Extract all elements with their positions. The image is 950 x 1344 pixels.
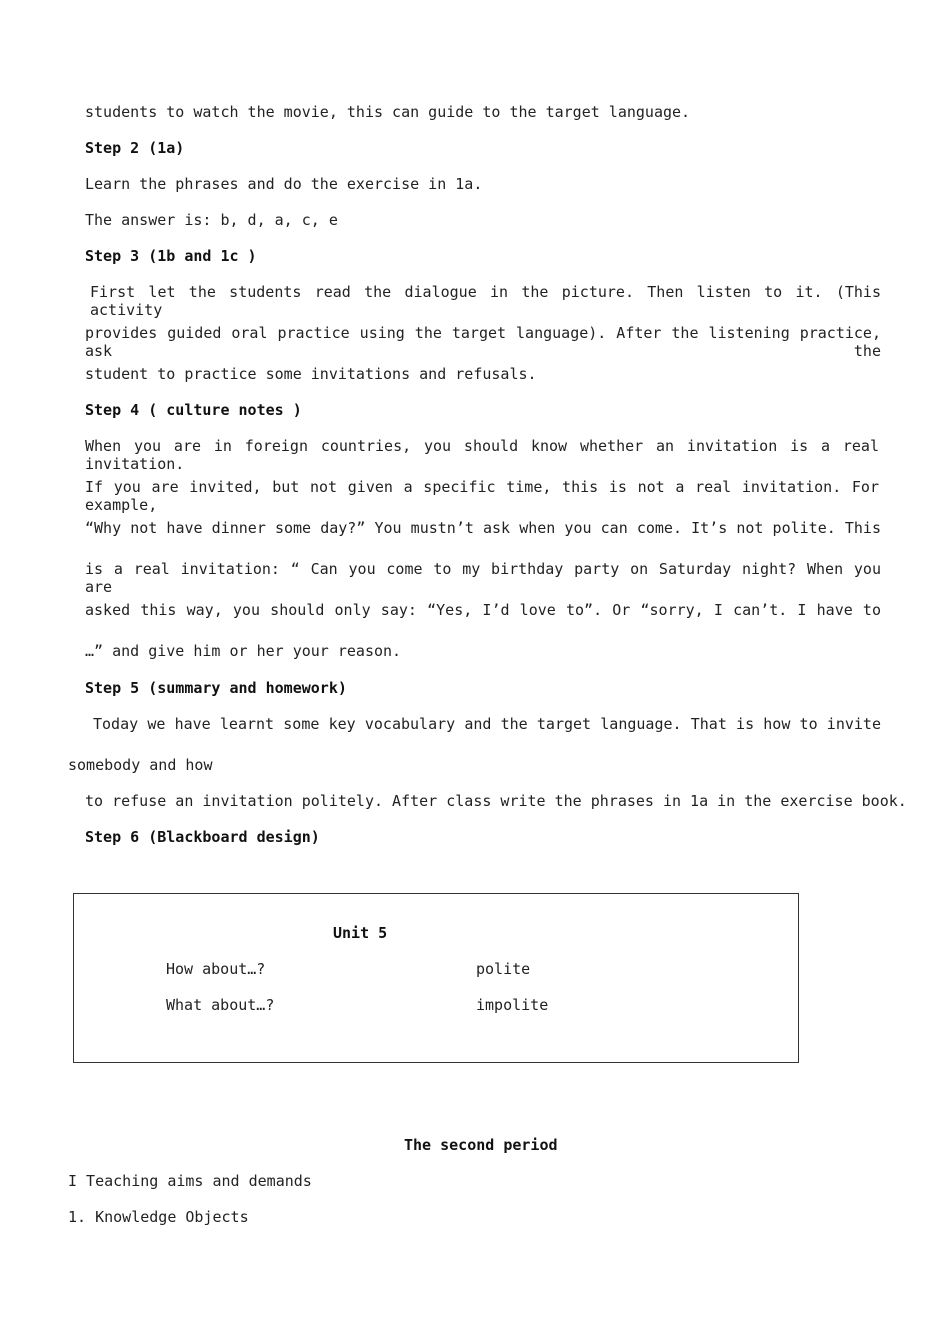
- step2-heading: Step 2 (1a): [85, 139, 185, 157]
- second-period-title: The second period: [404, 1136, 558, 1154]
- blackboard-right-1: polite: [476, 960, 531, 978]
- blackboard-right-2: impolite: [476, 996, 549, 1014]
- step3-line2: provides guided oral practice using the target language). After the listening practice, ask the: [85, 324, 881, 360]
- knowledge-objects-heading: 1. Knowledge Objects: [68, 1208, 249, 1226]
- step4-line5: asked this way, you should only say: “Yes, I’d love to”. Or “sorry, I can’t. I have to: [85, 601, 881, 619]
- blackboard-box: [73, 893, 799, 1063]
- step4-line4: is a real invitation: “ Can you come to my birthday party on Saturday night? When you are: [85, 560, 881, 596]
- step2-line2: The answer is: b, d, a, c, e: [85, 211, 338, 229]
- blackboard-left-1: How about…?: [166, 960, 266, 978]
- step3-line3: student to practice some invitations and refusals.: [85, 365, 537, 383]
- step4-line1: When you are in foreign countries, you should know whether an invitation is a real invitation.: [85, 437, 879, 473]
- teaching-aims-heading: I Teaching aims and demands: [68, 1172, 312, 1190]
- blackboard-left-2: What about…?: [166, 996, 275, 1014]
- step4-heading: Step 4 ( culture notes ): [85, 401, 302, 419]
- step4-line6: …” and give him or her your reason.: [85, 642, 402, 660]
- step2-line1: Learn the phrases and do the exercise in 1a.: [85, 175, 483, 193]
- step6-heading: Step 6 (Blackboard design): [85, 828, 320, 846]
- step5-line3: to refuse an invitation politely. After class write the phrases in 1a in the exercise book.: [85, 792, 907, 810]
- step5-line1: Today we have learnt some key vocabulary and the target language. That is how to invite: [93, 715, 881, 733]
- step4-line2: If you are invited, but not given a specific time, this is not a real invitation. For example,: [85, 478, 879, 514]
- step4-line3: “Why not have dinner some day?” You mustn’t ask when you can come. It’s not polite. This: [85, 519, 881, 537]
- step5-line2: somebody and how: [68, 756, 213, 774]
- step5-heading: Step 5 (summary and homework): [85, 679, 347, 697]
- intro-line: students to watch the movie, this can guide to the target language.: [85, 103, 691, 121]
- step3-line1: First let the students read the dialogue in the picture. Then listen to it. (This activity: [90, 283, 881, 319]
- blackboard-title: Unit 5: [333, 924, 388, 942]
- step3-heading: Step 3 (1b and 1c ): [85, 247, 257, 265]
